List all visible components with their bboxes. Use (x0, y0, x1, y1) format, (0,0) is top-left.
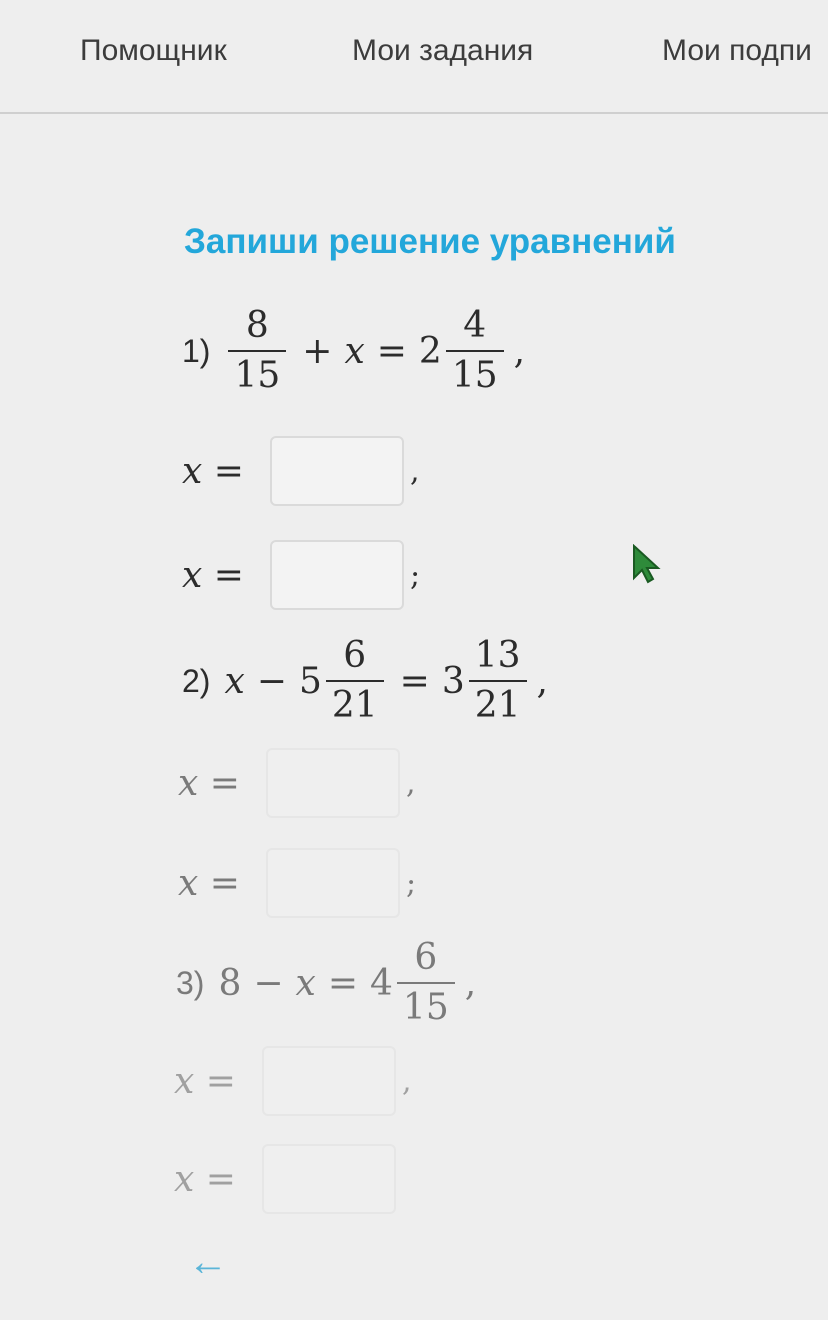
task-title: Запиши решение уравнений (184, 222, 676, 261)
comma: , (536, 660, 548, 702)
variable: x (224, 660, 245, 702)
equation-number: 3) (176, 964, 205, 1001)
whole-part: 2 (418, 330, 442, 372)
answer-input[interactable] (262, 1144, 396, 1214)
fraction (446, 305, 504, 396)
numerator: 13 (474, 635, 521, 676)
fraction (228, 305, 286, 396)
denominator: 21 (326, 680, 384, 724)
whole-part: 4 (370, 962, 393, 1004)
plus-sign: + (302, 330, 333, 372)
answer-punct: ; (406, 865, 417, 901)
answer-label: x = (182, 450, 244, 492)
fraction (326, 635, 384, 726)
answer-row (182, 540, 420, 610)
whole-part: 5 (298, 660, 322, 702)
answer-row (178, 848, 416, 918)
answer-label: x = (178, 762, 240, 804)
answer-row (182, 436, 420, 506)
answer-punct: , (406, 765, 416, 801)
numerator: 4 (463, 305, 487, 346)
nav-my-tasks[interactable]: Мои задания (352, 34, 534, 67)
denominator: 15 (228, 350, 286, 394)
equation-number: 2) (182, 662, 211, 699)
top-nav (0, 0, 828, 114)
equation-1 (182, 305, 526, 396)
nav-assistant[interactable]: Помощник (80, 34, 227, 67)
numerator: 6 (343, 635, 367, 676)
answer-label: x = (182, 554, 244, 596)
variable: x (344, 330, 365, 372)
equals-sign: = (327, 962, 359, 1004)
equals-sign: = (399, 660, 430, 702)
denominator: 15 (446, 350, 504, 394)
back-arrow-icon[interactable]: ← (188, 1240, 228, 1284)
minus-sign: − (256, 660, 287, 702)
answer-input[interactable] (266, 848, 400, 918)
answer-label: x = (174, 1060, 236, 1102)
answer-punct: , (410, 453, 420, 489)
numerator: 8 (245, 305, 269, 346)
answer-label: x = (178, 862, 240, 904)
denominator: 15 (397, 982, 455, 1026)
answer-row (178, 748, 416, 818)
equation-number: 1) (182, 332, 211, 369)
comma: , (513, 330, 526, 372)
fraction (397, 937, 455, 1028)
answer-input[interactable] (266, 748, 400, 818)
minus-sign: − (253, 962, 284, 1004)
answer-input[interactable] (270, 436, 404, 506)
answer-punct: , (402, 1063, 412, 1099)
whole-part: 3 (441, 660, 465, 702)
answer-row (174, 1144, 402, 1214)
denominator: 21 (469, 680, 527, 724)
equals-sign: = (376, 330, 407, 372)
comma: , (464, 962, 477, 1004)
answer-input[interactable] (270, 540, 404, 610)
nav-my-subscriptions[interactable]: Мои подпи (662, 34, 812, 67)
equation-3 (176, 937, 477, 1028)
answer-row (174, 1046, 412, 1116)
fraction (469, 635, 527, 726)
numerator: 6 (414, 937, 438, 978)
answer-label: x = (174, 1158, 236, 1200)
answer-punct: ; (410, 557, 421, 593)
left-number: 8 (218, 962, 242, 1004)
answer-input[interactable] (262, 1046, 396, 1116)
equation-2 (182, 635, 548, 726)
variable: x (295, 962, 316, 1004)
